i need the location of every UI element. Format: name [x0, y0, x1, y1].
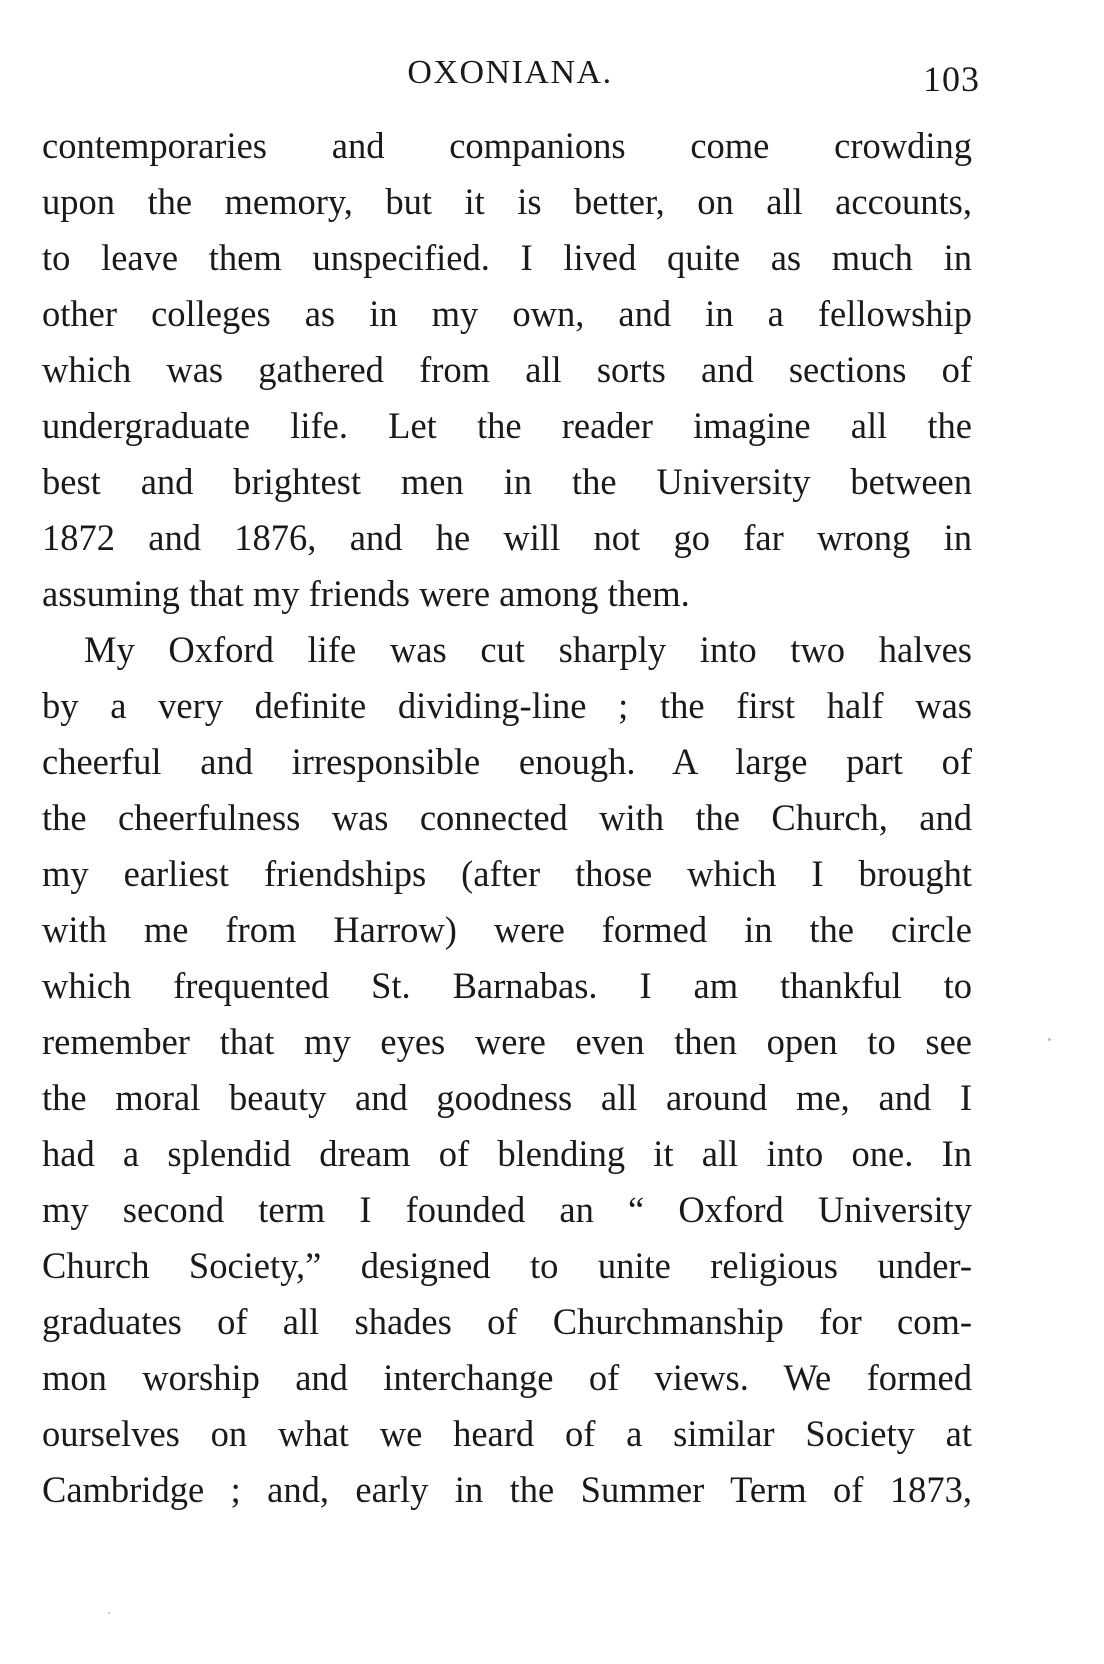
scan-speck — [108, 1612, 110, 1614]
text-line: my earliest friendships (after those which I brought — [42, 853, 972, 894]
page-number: 103 — [923, 59, 980, 99]
text-line: which frequented St. Barnabas. I am thankful to — [42, 965, 972, 1006]
text-line: my second term I founded an “ Oxford University — [42, 1189, 972, 1230]
text-line: Church Society,” designed to unite religious under- — [42, 1245, 972, 1286]
text-line: graduates of all shades of Churchmanship for com- — [42, 1301, 972, 1342]
text-line: best and brightest men in the University between — [42, 461, 972, 502]
paragraph-1 — [42, 118, 972, 622]
text-line: upon the memory, but it is better, on all accounts, — [42, 181, 972, 222]
text-line: to leave them unspecified. I lived quite as much in — [42, 237, 972, 278]
text-line: by a very definite dividing-line ; the first half was — [42, 685, 972, 726]
text-line: assuming that my friends were among them. — [42, 573, 690, 614]
text-line: contemporaries and companions come crowding — [42, 125, 972, 166]
text-line: 1872 and 1876, and he will not go far wrong in — [42, 517, 972, 558]
paragraph-2 — [42, 622, 972, 1518]
text-line: Cambridge ; and, early in the Summer Term of 1873, — [42, 1469, 972, 1510]
scan-speck — [1048, 1038, 1051, 1041]
text-line: the cheerfulness was connected with the Church, and — [42, 797, 972, 838]
text-line: remember that my eyes were even then open to see — [42, 1021, 972, 1062]
text-line: other colleges as in my own, and in a fellowship — [42, 293, 972, 334]
text-line: My Oxford life was cut sharply into two halves — [84, 629, 972, 670]
text-line: mon worship and interchange of views. We formed — [42, 1357, 972, 1398]
text-line: with me from Harrow) were formed in the circle — [42, 909, 972, 950]
running-title: OXONIANA. — [407, 54, 613, 91]
text-line: which was gathered from all sorts and sections of — [42, 349, 972, 390]
body-text — [42, 118, 972, 1518]
text-line: had a splendid dream of blending it all into one. In — [42, 1133, 972, 1174]
text-line: the moral beauty and goodness all around me, and I — [42, 1077, 972, 1118]
text-line: cheerful and irresponsible enough. A large part of — [42, 741, 972, 782]
text-line: ourselves on what we heard of a similar Society at — [42, 1413, 972, 1454]
running-head — [40, 52, 980, 102]
text-line: undergraduate life. Let the reader imagine all the — [42, 405, 972, 446]
